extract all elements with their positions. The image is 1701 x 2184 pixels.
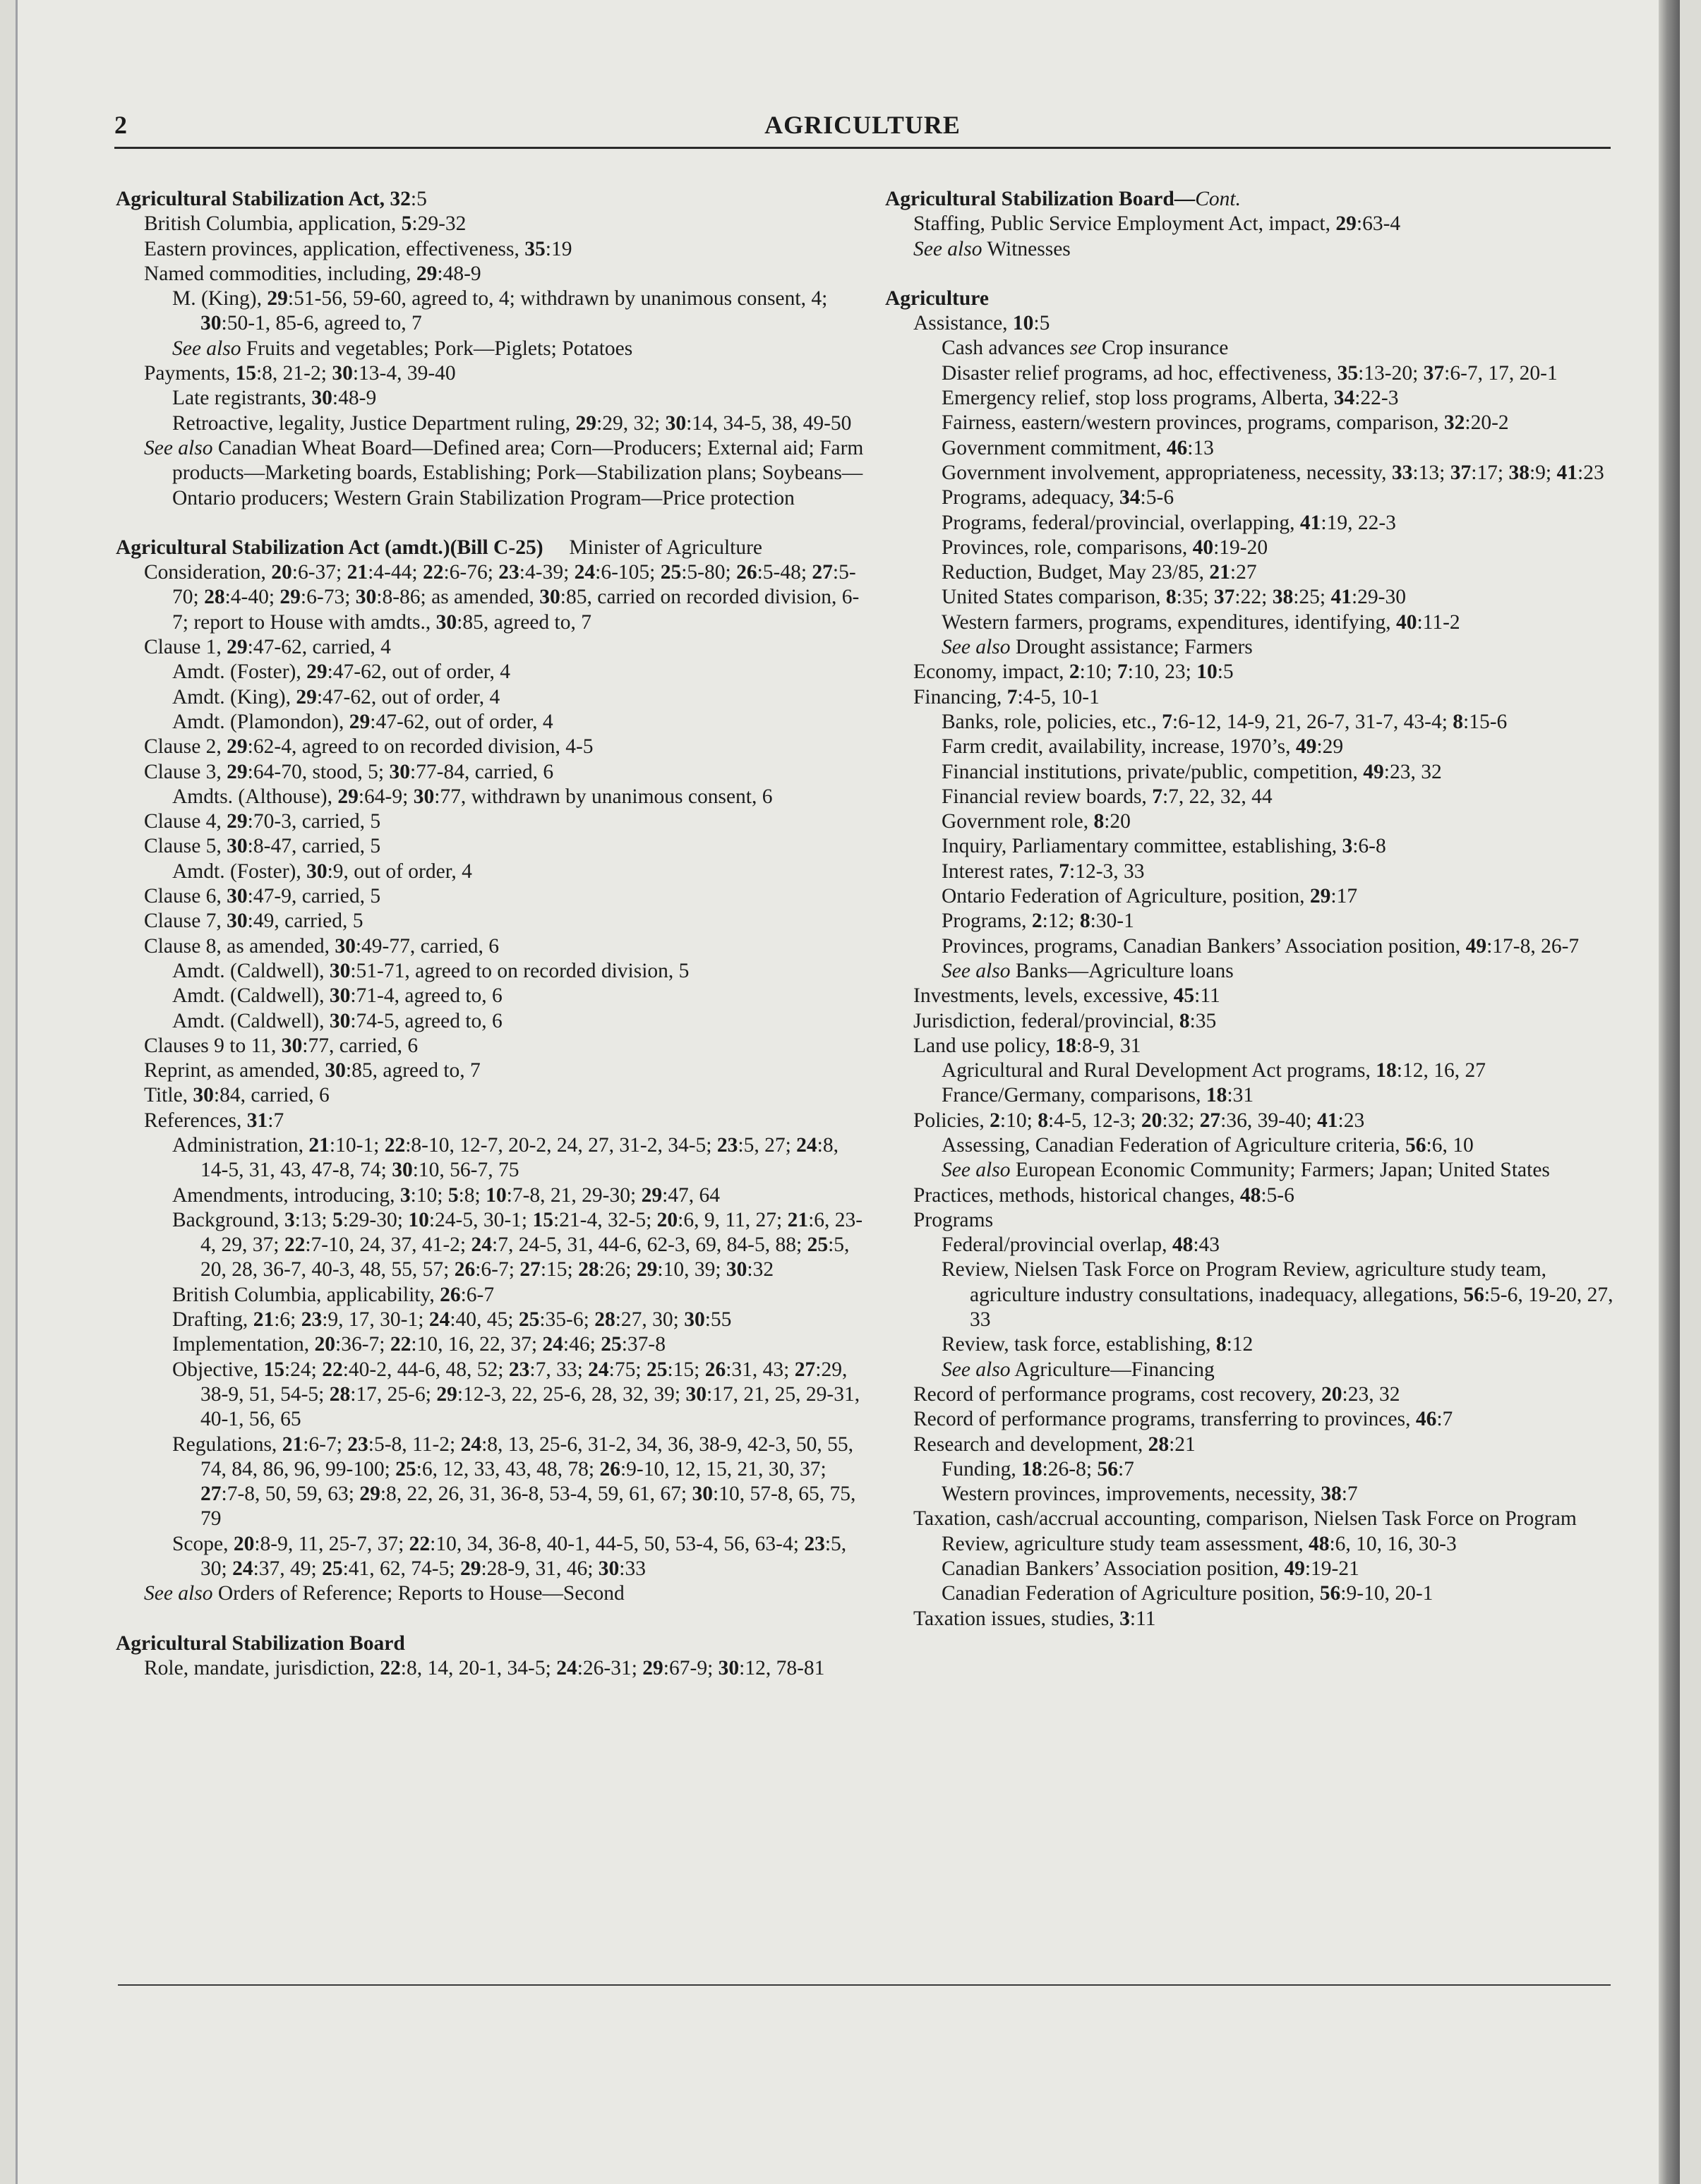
index-subentry: Title, 30:84, carried, 6 <box>144 1084 330 1107</box>
index-subentry: Clause 5, 30:8-47, carried, 5 <box>144 835 381 858</box>
index-subentry: Programs, adequacy, 34:5-6 <box>942 486 1174 509</box>
index-subentry: Financing, 7:4-5, 10-1 <box>913 685 1100 708</box>
index-subentry: See also European Economic Community; Farmers; Japan; United States <box>942 1159 1550 1182</box>
index-subentry: Objective, 15:24; 22:40-2, 44-6, 48, 52; 23:7, 33; 24:75; 25:15; 26:31, 43; 27:29, 38-9, 51, 54-5; 28:17, 25-6; 29:12-3, 22, 25-6, 28, 32, 39; 30:17, 21, 25, 29-31, 40-1, 56, 65 <box>172 1358 860 1431</box>
index-subentry: Canadian Bankers’ Association position, 49:19-21 <box>942 1557 1359 1581</box>
index-subentry: Amdts. (Althouse), 29:64-9; 30:77, withdrawn by unanimous consent, 6 <box>172 785 773 808</box>
index-subentry: Role, mandate, jurisdiction, 22:8, 14, 20-1, 34-5; 24:26-31; 29:67-9; 30:12, 78-81 <box>144 1656 825 1679</box>
page-binding-shadow <box>1659 0 1680 2184</box>
page-title: AGRICULTURE <box>764 111 961 139</box>
index-subentry: Western farmers, programs, expenditures, identifying, 40:11-2 <box>942 610 1460 634</box>
index-subentry: Taxation issues, studies, 3:11 <box>913 1607 1156 1630</box>
page-number: 2 <box>114 111 127 139</box>
index-page <box>16 0 1680 2184</box>
footer-rule <box>118 1984 1611 1986</box>
index-subentry: Staffing, Public Service Employment Act, impact, 29:63-4 <box>913 212 1401 236</box>
index-subentry: Amendments, introducing, 3:10; 5:8; 10:7-8, 21, 29-30; 29:47, 64 <box>172 1183 721 1207</box>
index-heading: Agriculture <box>885 286 989 310</box>
index-subentry: Scope, 20:8-9, 11, 25-7, 37; 22:10, 34, 36-8, 40-1, 44-5, 50, 53-4, 56, 63-4; 23:5, 30; 24:37, 49; 25:41, 62, 74-5; 29:28-9, 31, 46; 30:33 <box>172 1532 847 1581</box>
index-subentry: Taxation, cash/accrual accounting, comparison, Nielsen Task Force on Program Review, agriculture study team assessment, 48:6, 10, 16, 30-3 <box>913 1507 1577 1555</box>
index-subentry: Research and development, 28:21 <box>913 1432 1196 1456</box>
index-heading: Agricultural Stabilization Board <box>116 1631 405 1655</box>
index-subentry: Practices, methods, historical changes, 48:5-6 <box>913 1183 1294 1207</box>
index-subentry: Clause 2, 29:62-4, agreed to on recorded division, 4-5 <box>144 735 594 759</box>
index-subentry: Clauses 9 to 11, 30:77, carried, 6 <box>144 1034 419 1057</box>
index-subentry: Jurisdiction, federal/provincial, 8:35 <box>913 1009 1217 1032</box>
index-subentry: M. (King), 29:51-56, 59-60, agreed to, 4; withdrawn by unanimous consent, 4; 30:50-1, 85-6, agreed to, 7 <box>172 287 828 335</box>
index-subentry: Amdt. (King), 29:47-62, out of order, 4 <box>172 685 500 708</box>
index-subentry: Assessing, Canadian Federation of Agriculture criteria, 56:6, 10 <box>942 1133 1474 1157</box>
index-subentry: See also Agriculture—Financing <box>942 1358 1215 1381</box>
index-subentry: Background, 3:13; 5:29-30; 10:24-5, 30-1; 15:21-4, 32-5; 20:6, 9, 11, 27; 21:6, 23-4, 29, 37; 22:7-10, 24, 37, 41-2; 24:7, 24-5, 31, 44-6, 62-3, 69, 84-5, 88; 25:5, 20, 28, 36-7, 40-3, 48, 55, 57; 26:6-7; 27:15; 28:26; 29:10, 39; 30:32 <box>172 1208 863 1281</box>
index-subentry: Reprint, as amended, 30:85, agreed to, 7 <box>144 1059 481 1082</box>
index-subentry: Clause 6, 30:47-9, carried, 5 <box>144 885 381 908</box>
index-heading: Agricultural Stabilization Act (amdt.)(Bill C-25) Minister of Agriculture <box>116 536 763 559</box>
index-subentry: Programs, 2:12; 8:30-1 <box>942 910 1134 933</box>
index-subentry: Retroactive, legality, Justice Department ruling, 29:29, 32; 30:14, 34-5, 38, 49-50 <box>172 411 852 435</box>
index-subentry: Review, Nielsen Task Force on Program Review, agriculture study team, agriculture industry consultations, inadequacy, allegations, 56:5-6, 19-20, 27, 33 <box>942 1258 1613 1332</box>
index-subentry: Amdt. (Caldwell), 30:71-4, agreed to, 6 <box>172 984 503 1008</box>
index-heading: Agricultural Stabilization Board—Cont. <box>885 188 1241 210</box>
index-subentry: Economy, impact, 2:10; 7:10, 23; 10:5 <box>913 660 1234 684</box>
index-subentry: Amdt. (Caldwell), 30:74-5, agreed to, 6 <box>172 1009 503 1032</box>
index-subentry: Canadian Federation of Agriculture position, 56:9-10, 20-1 <box>942 1582 1433 1605</box>
index-subentry: Clause 4, 29:70-3, carried, 5 <box>144 810 381 833</box>
index-subentry: Provinces, programs, Canadian Bankers’ Association position, 49:17-8, 26-7 <box>942 934 1580 958</box>
index-subentry: References, 31:7 <box>144 1109 284 1132</box>
index-subentry: Farm credit, availability, increase, 1970’s, 49:29 <box>942 735 1344 759</box>
index-subentry: Clause 7, 30:49, carried, 5 <box>144 910 363 933</box>
index-subentry: See also Witnesses <box>913 237 1071 260</box>
index-subentry: Government commitment, 46:13 <box>942 436 1214 459</box>
index-subentry: Financial institutions, private/public, competition, 49:23, 32 <box>942 760 1442 783</box>
index-subentry: Interest rates, 7:12-3, 33 <box>942 859 1145 883</box>
index-subentry: Late registrants, 30:48-9 <box>172 387 377 410</box>
index-subentry: Drafting, 21:6; 23:9, 17, 30-1; 24:40, 45; 25:35-6; 28:27, 30; 30:55 <box>172 1308 732 1332</box>
index-heading: Agricultural Stabilization Act, 32:5 <box>116 188 427 210</box>
index-subentry: Clause 1, 29:47-62, carried, 4 <box>144 636 391 659</box>
index-subentry: Financial review boards, 7:7, 22, 32, 44 <box>942 785 1273 808</box>
index-subentry: Amdt. (Caldwell), 30:51-71, agreed to on recorded division, 5 <box>172 959 690 982</box>
index-subentry: Government role, 8:20 <box>942 810 1131 833</box>
index-subentry: See also Orders of Reference; Reports to House—Second <box>144 1582 625 1605</box>
index-subentry: Land use policy, 18:8-9, 31 <box>913 1034 1141 1057</box>
index-subentry: Inquiry, Parliamentary committee, establishing, 3:6-8 <box>942 835 1386 858</box>
index-subentry: Disaster relief programs, ad hoc, effectiveness, 35:13-20; 37:6-7, 17, 20-1 <box>942 361 1558 385</box>
index-subentry: Ontario Federation of Agriculture, position, 29:17 <box>942 885 1358 908</box>
page-header <box>114 110 1611 145</box>
header-rule <box>114 147 1611 149</box>
index-subentry: British Columbia, application, 5:29-32 <box>144 212 467 236</box>
index-subentry: Amdt. (Plamondon), 29:47-62, out of order, 4 <box>172 710 553 733</box>
index-subentry: Emergency relief, stop loss programs, Alberta, 34:22-3 <box>942 387 1399 410</box>
index-column-right <box>885 187 1619 1631</box>
index-subentry: Western provinces, improvements, necessity, 38:7 <box>942 1483 1358 1506</box>
index-subentry: Clause 8, as amended, 30:49-77, carried, 6 <box>144 934 499 958</box>
index-subentry: Amdt. (Foster), 30:9, out of order, 4 <box>172 859 472 883</box>
index-subentry: Assistance, 10:5 <box>913 312 1050 335</box>
index-subentry: Consideration, 20:6-37; 21:4-44; 22:6-76; 23:4-39; 24:6-105; 25:5-80; 26:5-48; 27:5-70; 28:4-40; 29:6-73; 30:8-86; as amended, 30:85, carried on recorded division, 6-7; report to House with amdts., 30:85, agreed to, 7 <box>144 561 860 634</box>
index-subentry: Programs <box>913 1208 994 1231</box>
index-subentry: Agricultural and Rural Development Act programs, 18:12, 16, 27 <box>942 1059 1486 1082</box>
index-subentry: Provinces, role, comparisons, 40:19-20 <box>942 536 1268 559</box>
index-subentry: France/Germany, comparisons, 18:31 <box>942 1084 1254 1107</box>
index-subentry: Reduction, Budget, May 23/85, 21:27 <box>942 561 1257 584</box>
index-column-left <box>116 187 871 1681</box>
index-subentry: Fairness, eastern/western provinces, programs, comparison, 32:20-2 <box>942 411 1509 435</box>
index-subentry: Cash advances see Crop insurance <box>942 337 1229 360</box>
index-subentry: Named commodities, including, 29:48-9 <box>144 262 481 285</box>
index-subentry: Funding, 18:26-8; 56:7 <box>942 1457 1134 1480</box>
index-subentry: British Columbia, applicability, 26:6-7 <box>172 1283 495 1306</box>
index-subentry: Government involvement, appropriateness, necessity, 33:13; 37:17; 38:9; 41:23 <box>942 461 1604 484</box>
index-subentry: Banks, role, policies, etc., 7:6-12, 14-9, 21, 26-7, 31-7, 43-4; 8:15-6 <box>942 710 1508 733</box>
index-subentry: United States comparison, 8:35; 37:22; 38:25; 41:29-30 <box>942 586 1407 609</box>
index-subentry: See also Fruits and vegetables; Pork—Piglets; Potatoes <box>172 337 633 360</box>
index-subentry: Payments, 15:8, 21-2; 30:13-4, 39-40 <box>144 362 456 385</box>
index-subentry: Record of performance programs, transferring to provinces, 46:7 <box>913 1408 1453 1431</box>
index-subentry: Federal/provincial overlap, 48:43 <box>942 1233 1220 1257</box>
index-subentry: Implementation, 20:36-7; 22:10, 16, 22, 37; 24:46; 25:37-8 <box>172 1333 666 1356</box>
index-subentry: Investments, levels, excessive, 45:11 <box>913 984 1220 1008</box>
index-subentry: Record of performance programs, cost recovery, 20:23, 32 <box>913 1382 1400 1406</box>
index-subentry: Eastern provinces, application, effectiveness, 35:19 <box>144 237 572 260</box>
index-subentry: See also Canadian Wheat Board—Defined area; Corn—Producers; External aid; Farm products—Marketing boards, Establishing; Pork—Stabilization plans; Soybeans—Ontario producers; Western Grain Stabilization Program—Price protection <box>144 436 864 509</box>
index-subentry: Review, task force, establishing, 8:12 <box>942 1333 1254 1356</box>
index-subentry: Administration, 21:10-1; 22:8-10, 12-7, 20-2, 24, 27, 31-2, 34-5; 23:5, 27; 24:8, 14-5, 31, 43, 47-8, 74; 30:10, 56-7, 75 <box>172 1133 839 1182</box>
index-subentry: Regulations, 21:6-7; 23:5-8, 11-2; 24:8, 13, 25-6, 31-2, 34, 36, 38-9, 42-3, 50, 55, 74, 84, 86, 96, 99-100; 25:6, 12, 33, 43, 48, 78; 26:9-10, 12, 15, 21, 30, 37; 27:7-8, 50, 59, 63; 29:8, 22, 26, 31, 36-8, 53-4, 59, 61, 67; 30:10, 57-8, 65, 75, 79 <box>172 1432 856 1531</box>
index-subentry: See also Banks—Agriculture loans <box>942 959 1234 982</box>
index-subentry: Clause 3, 29:64-70, stood, 5; 30:77-84, carried, 6 <box>144 760 554 783</box>
index-subentry: Programs, federal/provincial, overlapping, 41:19, 22-3 <box>942 511 1396 534</box>
index-subentry: See also Drought assistance; Farmers <box>942 636 1253 659</box>
index-subentry: Policies, 2:10; 8:4-5, 12-3; 20:32; 27:36, 39-40; 41:23 <box>913 1109 1365 1132</box>
index-subentry: Amdt. (Foster), 29:47-62, out of order, 4 <box>172 660 510 684</box>
